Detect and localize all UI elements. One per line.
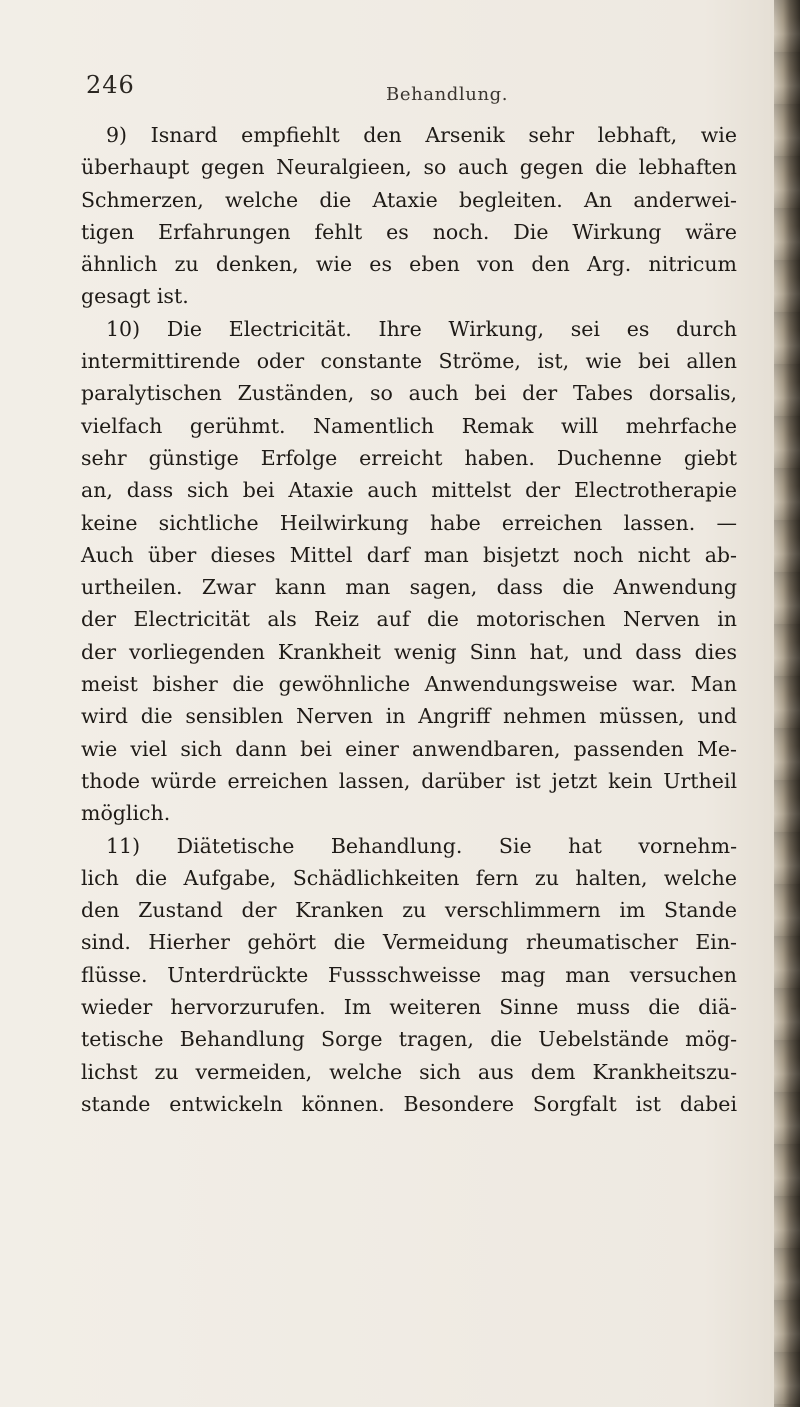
running-head: Behandlung. — [386, 84, 509, 105]
text-line: ähnlich zu denken, wie es eben von den Arg. nitricum — [81, 252, 737, 277]
page-edge-texture — [774, 0, 800, 1407]
text-line: an, dass sich bei Ataxie auch mittelst der Electrotherapie — [81, 478, 737, 503]
text-line: sind. Hierher gehört die Vermeidung rheumatischer Ein- — [81, 930, 737, 955]
text-line: der Electricität als Reiz auf die motorischen Nerven in — [81, 607, 737, 632]
text-line: meist bisher die gewöhnliche Anwendungsweise war. Man — [81, 672, 737, 697]
text-line: thode würde erreichen lassen, darüber ist jetzt kein Urtheil — [81, 768, 737, 793]
text-line: tigen Erfahrungen fehlt es noch. Die Wirkung wäre — [81, 219, 737, 244]
text-line: lichst zu vermeiden, welche sich aus dem Krankheitszu- — [81, 1059, 737, 1084]
text-line: paralytischen Zuständen, so auch bei der Tabes dorsalis, — [81, 381, 737, 406]
text-line: flüsse. Unterdrückte Fussschweisse mag man versuchen — [81, 962, 737, 987]
text-line: lich die Aufgabe, Schädlichkeiten fern zu halten, welche — [81, 865, 737, 890]
text-line: tetische Behandlung Sorge tragen, die Uebelstände mög- — [81, 1027, 737, 1052]
text-line: 9) Isnard empfiehlt den Arsenik sehr lebhaft, wie — [106, 123, 737, 147]
text-line: wieder hervorzurufen. Im weiteren Sinne muss die diä- — [81, 995, 737, 1020]
text-line: 11) Diätetische Behandlung. Sie hat vornehm- — [106, 833, 737, 858]
text-line: der vorliegenden Krankheit wenig Sinn hat, und dass dies — [81, 639, 737, 664]
paragraph-10 — [81, 313, 737, 830]
text-line: wie viel sich dann bei einer anwendbaren, passenden Me- — [81, 736, 737, 761]
text-line: stande entwickeln können. Besondere Sorgfalt ist dabei — [81, 1091, 737, 1116]
text-line: vielfach gerühmt. Namentlich Remak will mehrfache — [81, 413, 737, 438]
paragraph-11 — [81, 830, 737, 1121]
text-line: möglich. — [81, 801, 171, 826]
text-line: intermittirende oder constante Ströme, ist, wie bei allen — [81, 349, 737, 374]
text-line: sehr günstige Erfolge erreicht haben. Duchenne giebt — [81, 445, 737, 470]
text-line: Schmerzen, welche die Ataxie begleiten. An anderwei- — [81, 187, 737, 212]
text-line: urtheilen. Zwar kann man sagen, dass die Anwendung — [81, 575, 737, 600]
text-line: Auch über dieses Mittel darf man bisjetzt noch nicht ab- — [81, 542, 737, 567]
body-text — [81, 119, 737, 1120]
text-line: wird die sensiblen Nerven in Angriff nehmen müssen, und — [81, 704, 737, 729]
text-line: den Zustand der Kranken zu verschlimmern im Stande — [81, 898, 737, 923]
page-number: 246 — [86, 71, 135, 99]
text-line: überhaupt gegen Neuralgieen, so auch gegen die lebhaften — [81, 155, 737, 180]
text-line: keine sichtliche Heilwirkung habe erreichen lassen. — — [81, 510, 737, 535]
paragraph-9 — [81, 119, 737, 313]
text-line: gesagt ist. — [81, 284, 189, 309]
text-line: 10) Die Electricität. Ihre Wirkung, sei es durch — [106, 316, 737, 341]
